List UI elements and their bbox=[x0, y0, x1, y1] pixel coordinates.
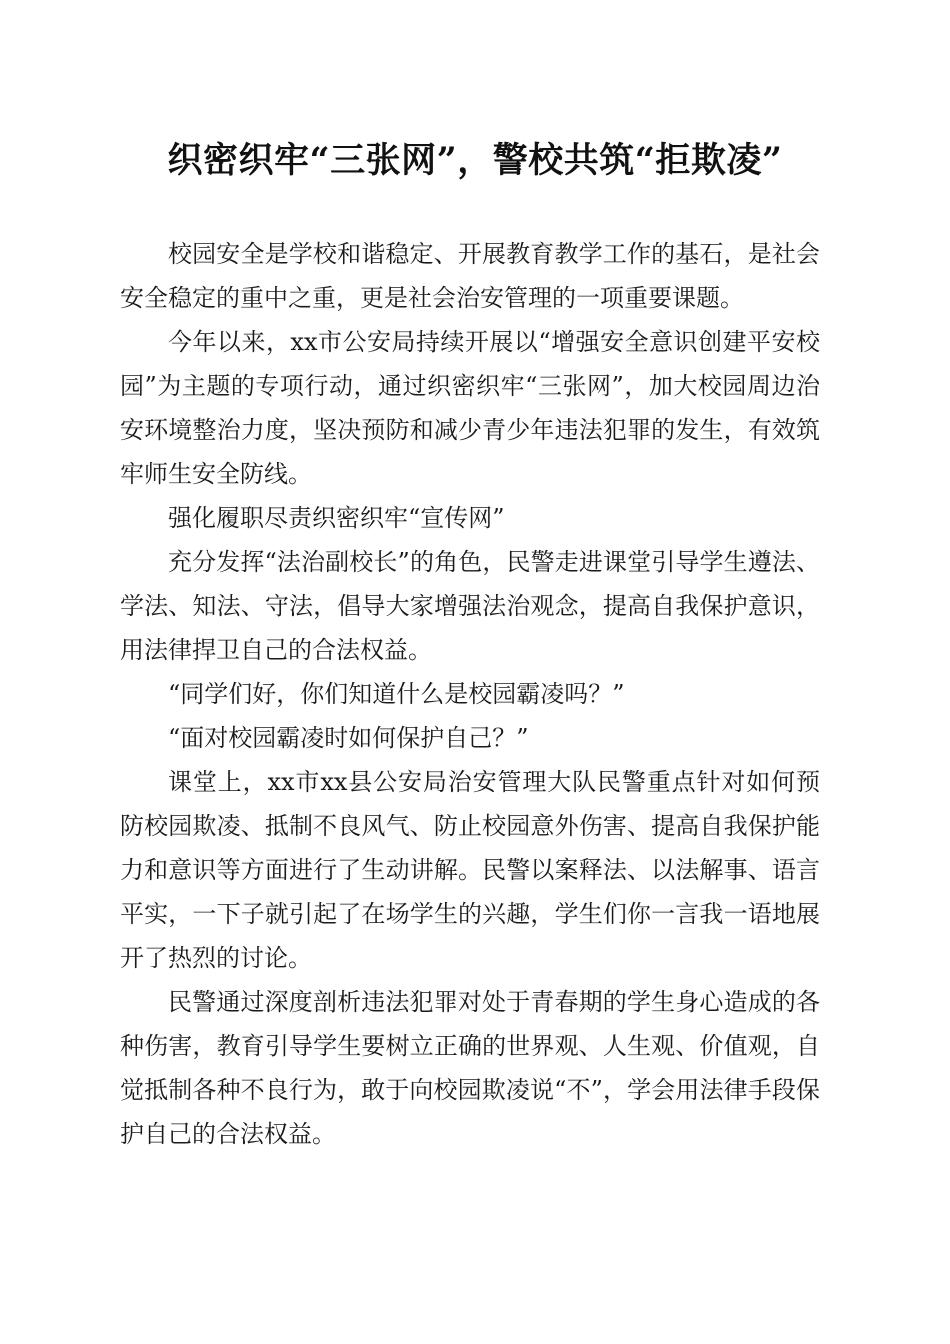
paragraph: 充分发挥“法治副校长”的角色，民警走进课堂引导学生遵法、学法、知法、守法，倡导大家增强法治观念，提高自我保护意识，用法律捍卫自己的合法权益。 bbox=[120, 548, 820, 664]
paragraph: 课堂上，xx市xx县公安局治安管理大队民警重点针对如何预防校园欺凌、抵制不良风气、防止校园意外伤害、提高自我保护能力和意识等方面进行了生动讲解。民警以案释法、以法解事、语言平实，一下子就引起了在场学生的兴趣，学生们你一言我一语地展开了热烈的讨论。 bbox=[120, 768, 820, 972]
quote-line: “面对校园霸凌时如何保护自己？” bbox=[168, 724, 529, 752]
paragraph: 今年以来，xx市公安局持续开展以“增强安全意识创建平安校园”为主题的专项行动，通过织密织牢“三张网”，加大校园周边治安环境整治力度，坚决预防和减少青少年违法犯罪的发生，有效筑牢师生安全防线。 bbox=[120, 328, 820, 488]
document-title: 织密织牢“三张网”，警校共筑“拒欺凌” bbox=[167, 140, 783, 181]
section-heading: 强化履职尽责织密织牢“宣传网” bbox=[168, 504, 505, 532]
paragraph: 民警通过深度剖析违法犯罪对处于青春期的学生身心造成的各种伤害，教育引导学生要树立正确的世界观、人生观、价值观，自觉抵制各种不良行为，敢于向校园欺凌说“不”，学会用法律手段保护自己的合法权益。 bbox=[120, 988, 820, 1148]
paragraph: 校园安全是学校和谐稳定、开展教育教学工作的基石，是社会安全稳定的重中之重，更是社会治安管理的一项重要课题。 bbox=[120, 240, 820, 312]
quote-line: “同学们好，你们知道什么是校园霸凌吗？” bbox=[168, 680, 625, 708]
document-body bbox=[120, 232, 820, 1156]
